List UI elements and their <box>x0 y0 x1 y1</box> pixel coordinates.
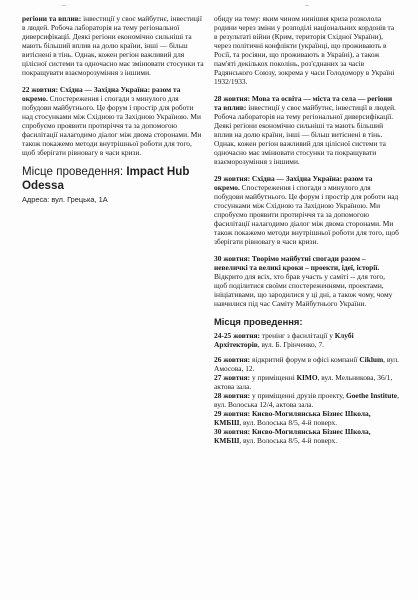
paragraph-text: Спостереження і спогади з минулого для побудови майбутнього. Це форум і простір для роботи над стосунками між Східною та Західною Україною. Ми спробуємо проявити протиріччя та за допомогою фасилітації налагодимо діалог між двома сторонами. Ми також покажемо методи внутрішньої роботи для того, щоб зберігати рівновагу в часи кризи. <box>214 183 399 246</box>
venue-place: Клубі Архітекторів <box>214 331 354 349</box>
venue-item <box>214 373 399 391</box>
venue-addr: , вул. Мельникова, 36/1, актова зала. <box>214 373 393 391</box>
venue-item <box>214 409 399 427</box>
paragraph-heading: 22 жовтня: Східна — Західна Україна: разом та окремо. <box>22 85 181 103</box>
paragraph-text: інвестиції у своє майбутнє, інвестиції в людей. Робоча лабораторія на тему регіональної диверсифікації. Деякі регіони економічно сильніші та мають більший вплив на долю країни, інші — більш витіснені в тінь. Однак, кожен регіон важливий для цілісної системи та одночасно має змінювати стосунки та покращувати взаєморозуміння з іншими. <box>22 14 204 77</box>
venue-addr: , вул. Волоська 8/5, 4-й поверх. <box>239 418 338 427</box>
venue-list <box>214 331 399 445</box>
paragraph-oct-29 <box>214 174 399 246</box>
paragraph-heading: 29 жовтня: Східна — Західна Україна: разом та окремо. <box>214 174 373 192</box>
paragraph-heading: регіони та вплив: <box>22 14 82 23</box>
venue-date: 24-25 жовтня: <box>214 331 260 340</box>
venue-place: КІМО <box>296 373 318 382</box>
venue-place: Києво-Могилянська Бізнес Школа, КМБШ <box>214 427 371 445</box>
paragraph-heading: 28 жовтня: Мова та освіта — міста та села — регіони та вплив: <box>214 94 393 112</box>
venue-addr: , вул. Амосова, 12. <box>214 355 399 373</box>
venue-text: у приміщенні <box>250 373 297 382</box>
venue-date: 30 жовтня: <box>214 427 251 436</box>
paragraph-text: інвестиції у своє майбутнє, інвестиції в людей. Робоча лабораторія на тему регіональної диверсифікації. Деякі регіони економічно сильніші та мають більший вплив на долю країни, інші — більш витіснені в тінь. Однак, кожен регіон важливий для цілісної системи та одночасно має змінювати стосунки та покращувати взаєморозуміння з іншими. <box>214 103 396 166</box>
venue-addr: , вул. Волоська 12/4, актова зала. <box>214 391 399 409</box>
venue-item <box>214 355 399 373</box>
venue-item <box>214 331 399 349</box>
page-mark-right: – <box>305 2 309 9</box>
venue-text: тренінг з фасилітації у <box>259 331 335 340</box>
venue-date: 27 жовтня: <box>214 373 251 382</box>
venues-heading: Місця проведення: <box>214 316 303 327</box>
paragraph-text: Відкрито для всіх, хто брав участь у саміті -- для того, щоб поділитися своїми спостереженнями, проектами, ініціативами, що зародилися у ці дні, а також чому, чому навчилися під час Саміту Майбутнього України. <box>214 272 393 308</box>
venue-text: відкритий форум в офісі компанії <box>250 355 360 364</box>
venue-title <box>22 165 204 192</box>
venue-text: у приміщенні друзів проекту, <box>250 391 346 400</box>
paragraph-oct-22 <box>22 85 204 157</box>
venue-date: 29 жовтня: <box>214 409 251 418</box>
venue-place: Ciklum <box>359 355 384 364</box>
venue-date: 26 жовтня: <box>214 355 251 364</box>
paragraph-heading: 30 жовтня: Творімо майбутні спогади разом – невеличкі та великі кроки – проекти, ідеї, історії. <box>214 254 380 272</box>
paragraph-text: Спостереження і спогади з минулого для побудови майбутнього. Це форум і простір для роботи над стосунками між Східною та Західною Україною. Ми спробуємо проявити протиріччя та за допомогою фасилітації налагодимо діалог між двома сторонами. Ми також покажемо методи внутрішньої роботи для того, щоб зберігати рівновагу в часи кризи. <box>22 94 202 157</box>
paragraph-intro: обиду на тему: яким чином нинішня криза розколола родини через зміни у розподілі національних кордонів та в результаті війни (Крим, територія Східної України), через політичні конфлікти (українці, що проживають в Росії, та росіяни, що проживають в Україні), а також пам'яті декількох поколінь, роз'єднаних за часів Радянського Союзу, зокрема у часи Голодомору в Україні 1932/1933. <box>214 14 395 86</box>
paragraph-oct-28 <box>214 94 399 166</box>
venue-addr: , вул. Б. Грінченко, 7. <box>257 340 324 349</box>
paragraph-regions-continued <box>22 14 204 77</box>
venue-date: 28 жовтня: <box>214 391 251 400</box>
venue-address: Адреса: вул. Грецька, 1А <box>22 195 108 204</box>
venue-addr: , вул. Волоська 8/5, 4-й поверх. <box>239 436 338 445</box>
venue-place: Києво-Могилянська Бізнес Школа, КМБШ <box>214 409 371 427</box>
left-column <box>22 14 204 212</box>
venue-place: Goethe Institute <box>345 391 398 400</box>
venue-item <box>214 427 399 445</box>
paragraph-oct-30 <box>214 254 399 308</box>
page-mark-left: – <box>62 2 66 9</box>
venue-item <box>214 391 399 409</box>
right-column <box>214 14 399 445</box>
venue-name: Impact Hub Odessa <box>22 165 190 192</box>
venue-label: Місце проведення: <box>22 165 127 178</box>
